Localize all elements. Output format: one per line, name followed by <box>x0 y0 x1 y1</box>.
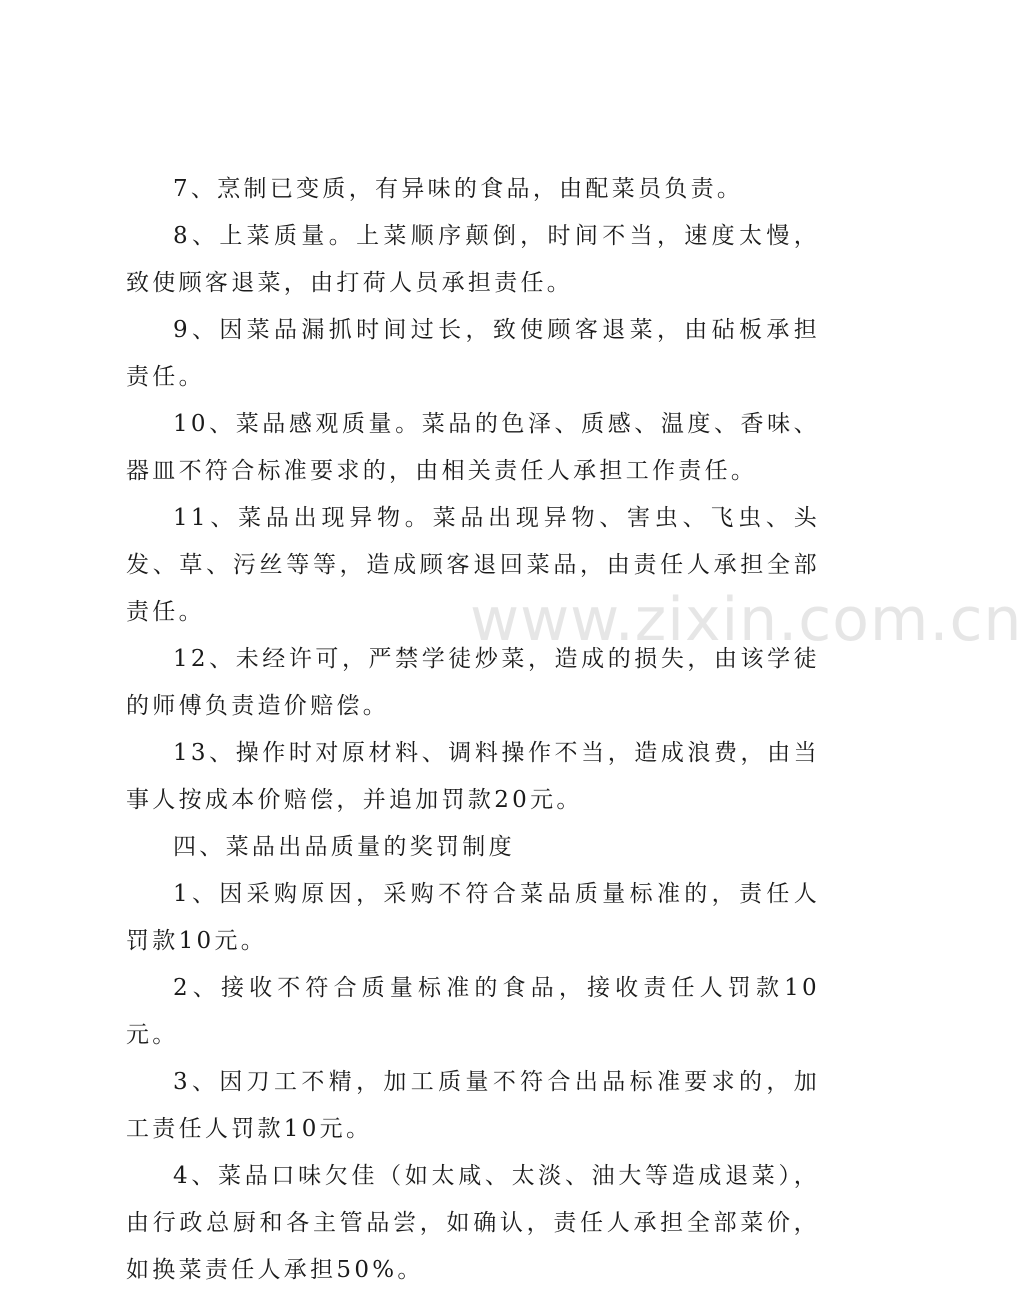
paragraph-item-8: 8、上菜质量。上菜顺序颠倒，时间不当，速度太慢，致使顾客退菜，由打荷人员承担责任。 <box>126 223 820 296</box>
penalty-item-4: 4、菜品口味欠佳（如太咸、太淡、油大等造成退菜），由行政总厨和各主管品尝，如确认，责任人承担全部菜价，如换菜责任人承担50%。 <box>126 1163 820 1283</box>
paragraph-item-11: 11、菜品出现异物。菜品出现异物、害虫、飞虫、头发、草、污丝等等，造成顾客退回菜品，由责任人承担全部责任。 <box>126 505 820 625</box>
penalty-item-2: 2、接收不符合质量标准的食品，接收责任人罚款10元。 <box>126 975 820 1048</box>
paragraph-item-13: 13、操作时对原材料、调料操作不当，造成浪费，由当事人按成本价赔偿，并追加罚款20元。 <box>126 740 820 813</box>
document-body <box>126 166 820 1294</box>
watermark: www.zixin.com.cn <box>470 585 1022 655</box>
section-heading: 四、菜品出品质量的奖罚制度 <box>173 834 515 860</box>
penalty-item-3: 3、因刀工不精，加工质量不符合出品标准要求的，加工责任人罚款10元。 <box>126 1069 820 1142</box>
paragraph-item-10: 10、菜品感观质量。菜品的色泽、质感、温度、香味、器皿不符合标准要求的，由相关责任人承担工作责任。 <box>126 411 820 484</box>
penalty-item-1: 1、因采购原因，采购不符合菜品质量标准的，责任人罚款10元。 <box>126 881 820 954</box>
paragraph-item-9: 9、因菜品漏抓时间过长，致使顾客退菜，由砧板承担责任。 <box>126 317 820 390</box>
paragraph-item-7: 7、烹制已变质，有异味的食品，由配菜员负责。 <box>173 176 744 202</box>
paragraph-item-12: 12、未经许可，严禁学徒炒菜，造成的损失，由该学徒的师傅负责造价赔偿。 <box>126 646 820 719</box>
